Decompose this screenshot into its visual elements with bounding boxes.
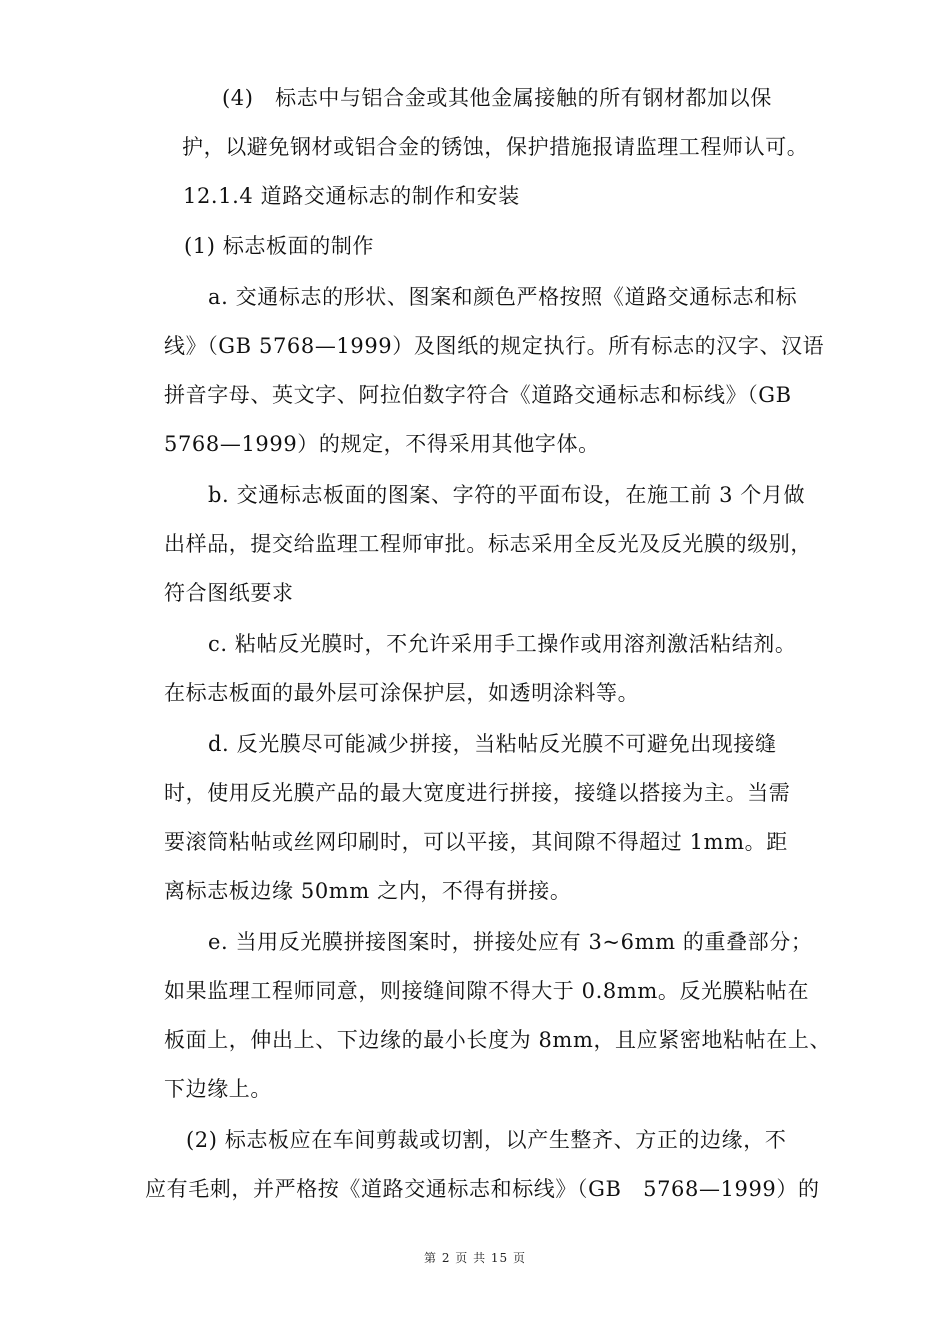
text-line: 符合图纸要求: [164, 581, 294, 605]
text-line: c. 粘帖反光膜时，不允许采用手工操作或用溶剂激活粘结剂。: [208, 632, 797, 656]
subsection-heading: (1) 标志板面的制作: [184, 234, 375, 258]
section-heading: 12.1.4 道路交通标志的制作和安装: [183, 184, 520, 208]
text-line: 时，使用反光膜产品的最大宽度进行拼接，接缝以搭接为主。当需: [164, 781, 791, 805]
text-line: d. 反光膜尽可能减少拼接，当粘帖反光膜不可避免出现接缝: [208, 732, 777, 756]
text-line: 下边缘上。: [164, 1077, 272, 1101]
text-line: 线》（GB 5768—1999）及图纸的规定执行。所有标志的汉字、汉语: [164, 334, 825, 358]
text-line: 应有毛刺，并严格按《道路交通标志和标线》（GB 5768—1999）的: [145, 1177, 820, 1201]
text-line: 在标志板面的最外层可涂保护层，如透明涂料等。: [164, 681, 640, 705]
text-line: 板面上，伸出上、下边缘的最小长度为 8mm，且应紧密地粘帖在上、: [164, 1028, 832, 1052]
text-line: (4) 标志中与铝合金或其他金属接触的所有钢材都加以保: [222, 86, 772, 110]
text-line: e. 当用反光膜拼接图案时，拼接处应有 3~6mm 的重叠部分；: [208, 930, 813, 954]
text-line: 5768—1999）的规定，不得采用其他字体。: [164, 432, 600, 456]
text-line: a. 交通标志的形状、图案和颜色严格按照《道路交通标志和标: [208, 285, 798, 309]
text-line: (2) 标志板应在车间剪裁或切割，以产生整齐、方正的边缘，不: [186, 1128, 787, 1152]
text-line: 护，以避免钢材或铝合金的锈蚀，保护措施报请监理工程师认可。: [182, 135, 809, 159]
text-line: 如果监理工程师同意，则接缝间隙不得大于 0.8mm。反光膜粘帖在: [164, 979, 810, 1003]
text-line: 出样品，提交给监理工程师审批。标志采用全反光及反光膜的级别，: [164, 532, 812, 556]
page-number: 第 2 页 共 15 页: [424, 1251, 526, 1265]
text-line: 离标志板边缘 50mm 之内，不得有拼接。: [164, 879, 572, 903]
text-line: 要滚筒粘帖或丝网印刷时，可以平接，其间隙不得超过 1mm。距: [164, 830, 788, 854]
text-line: b. 交通标志板面的图案、字符的平面布设，在施工前 3 个月做: [208, 483, 806, 507]
text-line: 拼音字母、英文字、阿拉伯数字符合《道路交通标志和标线》（GB: [164, 383, 792, 407]
